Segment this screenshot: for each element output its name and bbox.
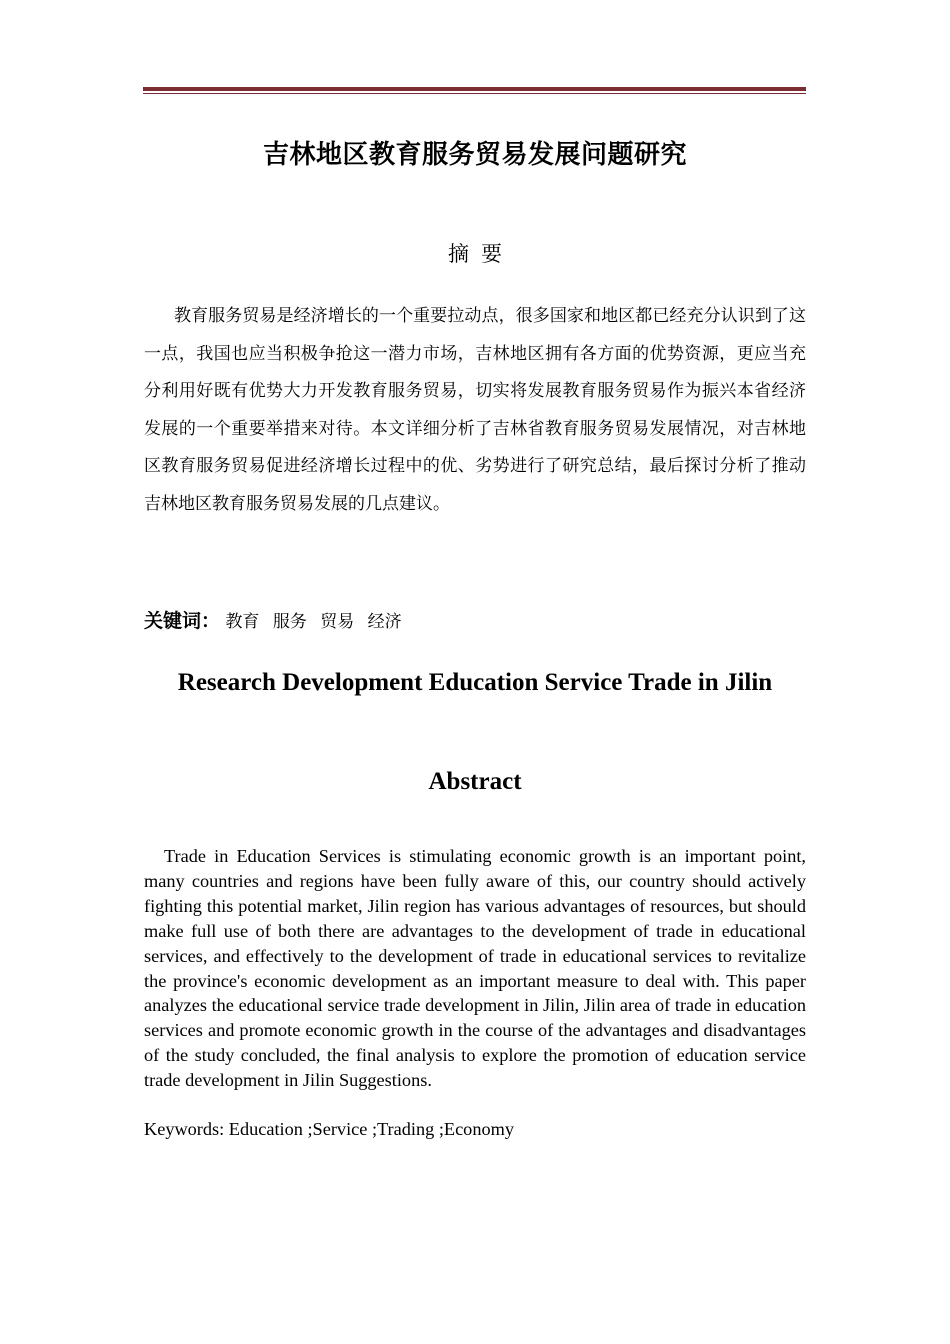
chinese-keywords-label: 关键词： [144, 610, 221, 632]
chinese-keywords [144, 606, 410, 633]
chinese-abstract-body: 教育服务贸易是经济增长的一个重要拉动点，很多国家和地区都已经充分认识到了这一点，我国也应当积极争抢这一潜力市场，吉林地区拥有各方面的优势资源，更应当充分利用好既有优势大力开发教育服务贸易，切实将发展教育服务贸易作为振兴本省经济发展的一个重要举措来对待。本文详细分析了吉林省教育服务贸易发展情况，对吉林地区教育服务贸易促进经济增长过程中的优、劣势进行了研究总结，最后探讨分析了推动吉林地区教育服务贸易发展的几点建议。 [144, 306, 806, 514]
chinese-keyword: 经济 [367, 612, 402, 632]
english-title: Research Development Education Service Trade in Jilin [177, 669, 773, 696]
chinese-keyword: 贸易 [320, 612, 355, 632]
english-abstract-body: Trade in Education Services is stimulating economic growth is an important point, many countries and regions have been fully aware of this, our country should actively fighting this potential market, Jilin region has various advantages of resources, but should make full use of both there are advantages to the development of trade in educational services, and effectively to the development of trade in educational services to revitalize the province's economic development as an important measure to deal with. This paper analyzes the educational service trade development in Jilin, Jilin area of trade in education services and promote economic growth in the course of the advantages and disadvantages of the study concluded, the final analysis to explore the promotion of education service trade development in Jilin Suggestions. [144, 846, 806, 1091]
chinese-keyword: 服务 [272, 612, 307, 632]
english-keywords: Keywords: Education ;Service ;Trading ;Economy [144, 1119, 514, 1139]
chinese-keyword: 教育 [225, 612, 260, 632]
chinese-abstract-heading: 摘要 [448, 242, 514, 266]
english-abstract-heading: Abstract [428, 768, 522, 795]
header-rule-thick [143, 87, 806, 91]
chinese-title: 吉林地区教育服务贸易发展问题研究 [262, 140, 687, 170]
header-rule-thin [143, 93, 806, 94]
